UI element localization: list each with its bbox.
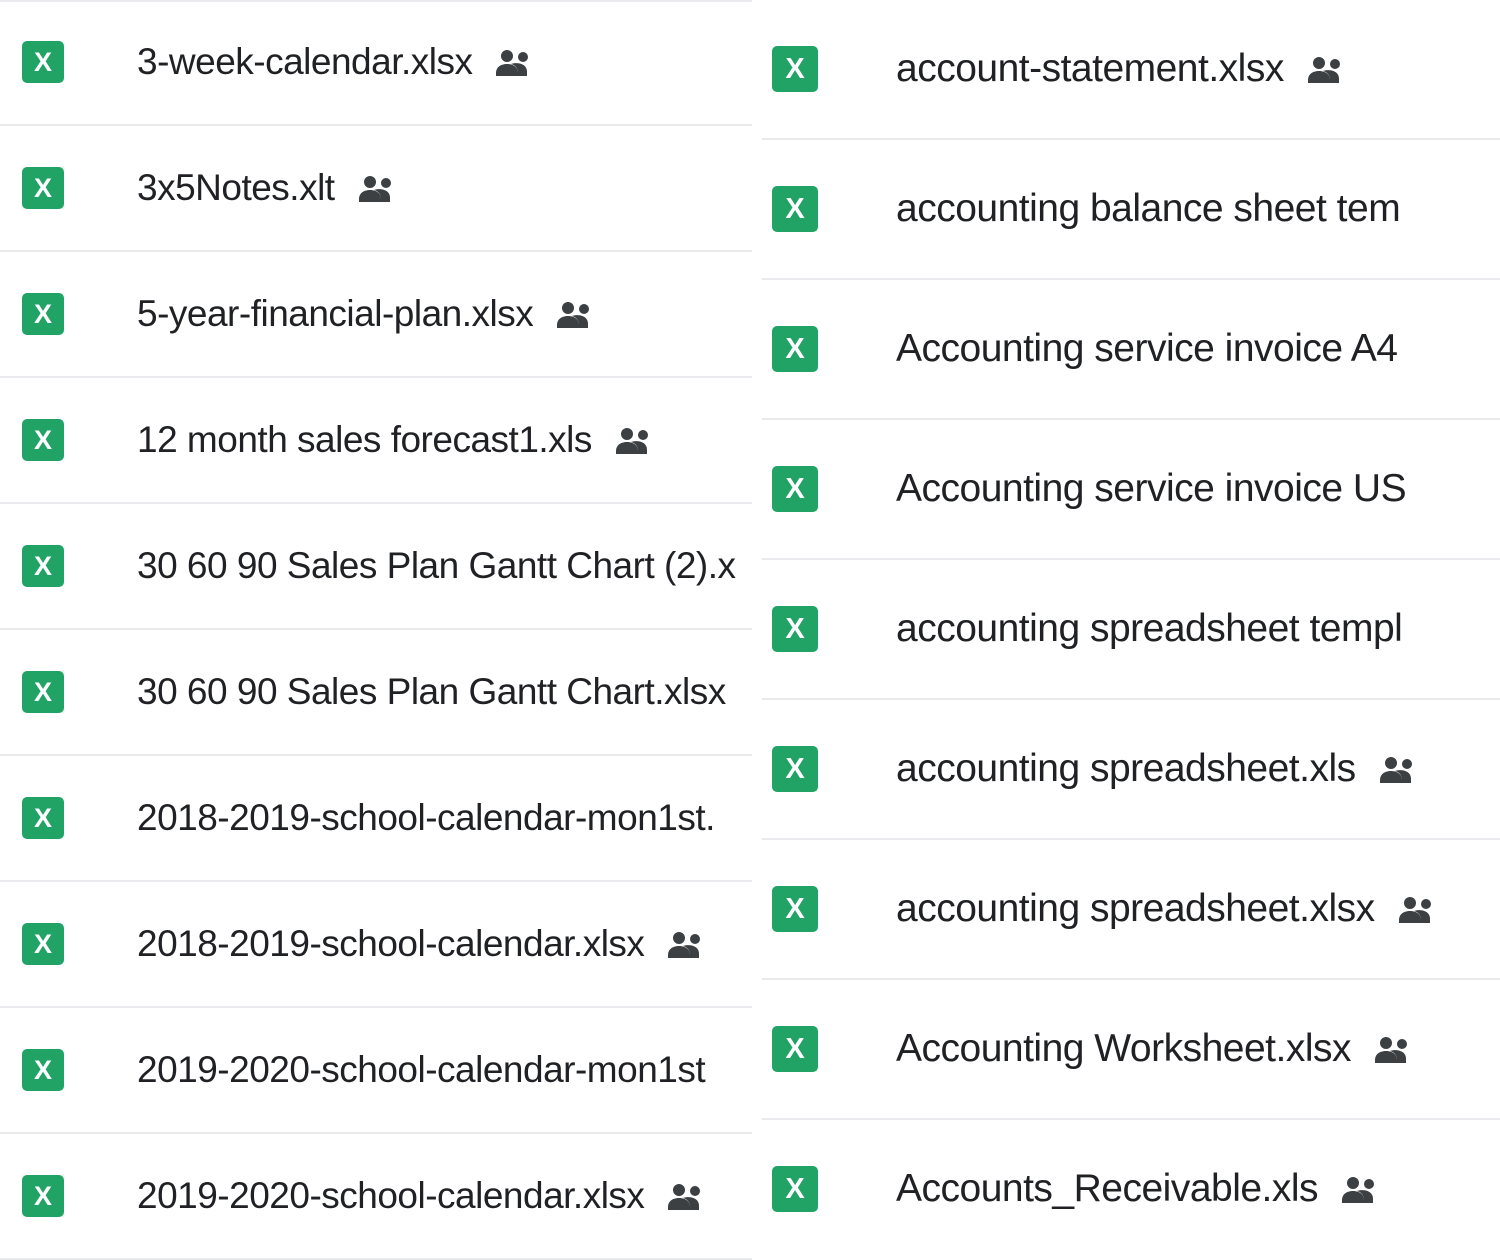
file-name-label: Accounting service invoice US: [896, 467, 1407, 510]
file-name-label: Accounting Worksheet.xlsx: [896, 1027, 1351, 1070]
file-list-item[interactable]: [762, 700, 1500, 840]
column-divider: [752, 0, 762, 1258]
file-list-item[interactable]: [762, 980, 1500, 1120]
file-name-label: 2019-2020-school-calendar-mon1st: [137, 1049, 706, 1090]
file-name-label: Accounting service invoice A4: [896, 327, 1398, 370]
excel-file-icon: X: [772, 746, 818, 792]
excel-file-icon: X: [772, 326, 818, 372]
file-row-content: [772, 746, 1418, 792]
file-list-item[interactable]: [0, 756, 752, 882]
excel-file-icon: X: [772, 1166, 818, 1212]
shared-people-icon: [1373, 1034, 1413, 1064]
file-name-label: 12 month sales forecast1.xls: [137, 419, 592, 460]
file-list-item[interactable]: [762, 420, 1500, 560]
file-list-item[interactable]: [0, 1134, 752, 1260]
file-row-content: [772, 186, 1400, 232]
shared-people-icon: [1397, 894, 1437, 924]
file-name-label: 30 60 90 Sales Plan Gantt Chart.xlsx: [137, 671, 726, 712]
file-list-item[interactable]: [0, 0, 752, 126]
file-row-content: [772, 1026, 1413, 1072]
file-name-label: accounting spreadsheet templ: [896, 607, 1403, 650]
file-list-item[interactable]: [762, 840, 1500, 980]
file-row-content: [22, 41, 534, 83]
file-row-content: [772, 46, 1346, 92]
file-row-content: [772, 326, 1397, 372]
file-row-content: [22, 545, 736, 587]
file-list-item[interactable]: [0, 1008, 752, 1134]
file-name-label: accounting balance sheet tem: [896, 187, 1401, 230]
shared-people-icon: [666, 1181, 706, 1211]
shared-people-icon: [494, 47, 534, 77]
column-top-divider: [0, 0, 752, 2]
excel-file-icon: X: [22, 167, 64, 209]
file-name-label: Accounts_Receivable.xls: [896, 1167, 1319, 1210]
file-row-content: [22, 293, 595, 335]
file-row-content: [22, 167, 397, 209]
excel-file-icon: X: [22, 419, 64, 461]
file-name-label: 5-year-financial-plan.xlsx: [137, 293, 534, 334]
excel-file-icon: X: [22, 671, 64, 713]
file-row-content: [772, 1166, 1380, 1212]
file-row-content: [772, 886, 1437, 932]
shared-people-icon: [555, 299, 595, 329]
file-name-label: 30 60 90 Sales Plan Gantt Chart (2).x: [137, 545, 736, 586]
file-name-label: accounting spreadsheet.xlsx: [896, 887, 1375, 930]
file-list-item[interactable]: [762, 560, 1500, 700]
right-file-column: [762, 0, 1500, 1258]
file-row-content: [772, 466, 1406, 512]
file-list-item[interactable]: [0, 252, 752, 378]
excel-file-icon: X: [772, 466, 818, 512]
shared-people-icon: [666, 929, 706, 959]
file-row-content: [772, 606, 1402, 652]
excel-file-icon: X: [772, 186, 818, 232]
excel-file-icon: X: [22, 293, 64, 335]
file-list-item[interactable]: [762, 1120, 1500, 1258]
file-row-content: [22, 419, 654, 461]
excel-file-icon: X: [22, 41, 64, 83]
excel-file-icon: X: [772, 1026, 818, 1072]
shared-people-icon: [614, 425, 654, 455]
file-row-content: [22, 1175, 706, 1217]
file-list-item[interactable]: [0, 378, 752, 504]
file-list-item[interactable]: [0, 126, 752, 252]
excel-file-icon: X: [772, 886, 818, 932]
file-list-item[interactable]: [762, 140, 1500, 280]
file-list-item[interactable]: [0, 630, 752, 756]
file-list-item[interactable]: [0, 882, 752, 1008]
excel-file-icon: X: [22, 797, 64, 839]
file-name-label: 3x5Notes.xlt: [137, 167, 335, 208]
shared-people-icon: [1378, 754, 1418, 784]
file-name-label: 2019-2020-school-calendar.xlsx: [137, 1175, 645, 1216]
file-row-content: [22, 1049, 705, 1091]
shared-people-icon: [1306, 54, 1346, 84]
file-row-content: [22, 797, 715, 839]
excel-file-icon: X: [22, 923, 64, 965]
file-list-item[interactable]: [762, 280, 1500, 420]
shared-people-icon: [1340, 1174, 1380, 1204]
excel-file-icon: X: [22, 1049, 64, 1091]
file-name-label: 2018-2019-school-calendar.xlsx: [137, 923, 645, 964]
excel-file-icon: X: [22, 1175, 64, 1217]
file-list-item[interactable]: [762, 0, 1500, 140]
excel-file-icon: X: [772, 46, 818, 92]
file-row-content: [22, 923, 706, 965]
file-name-label: accounting spreadsheet.xls: [896, 747, 1356, 790]
file-list-item[interactable]: [0, 504, 752, 630]
shared-people-icon: [357, 173, 397, 203]
file-name-label: account-statement.xlsx: [896, 47, 1284, 90]
excel-file-icon: X: [772, 606, 818, 652]
excel-file-icon: X: [22, 545, 64, 587]
file-name-label: 2018-2019-school-calendar-mon1st.: [137, 797, 715, 838]
file-row-content: [22, 671, 726, 713]
file-name-label: 3-week-calendar.xlsx: [137, 41, 473, 82]
